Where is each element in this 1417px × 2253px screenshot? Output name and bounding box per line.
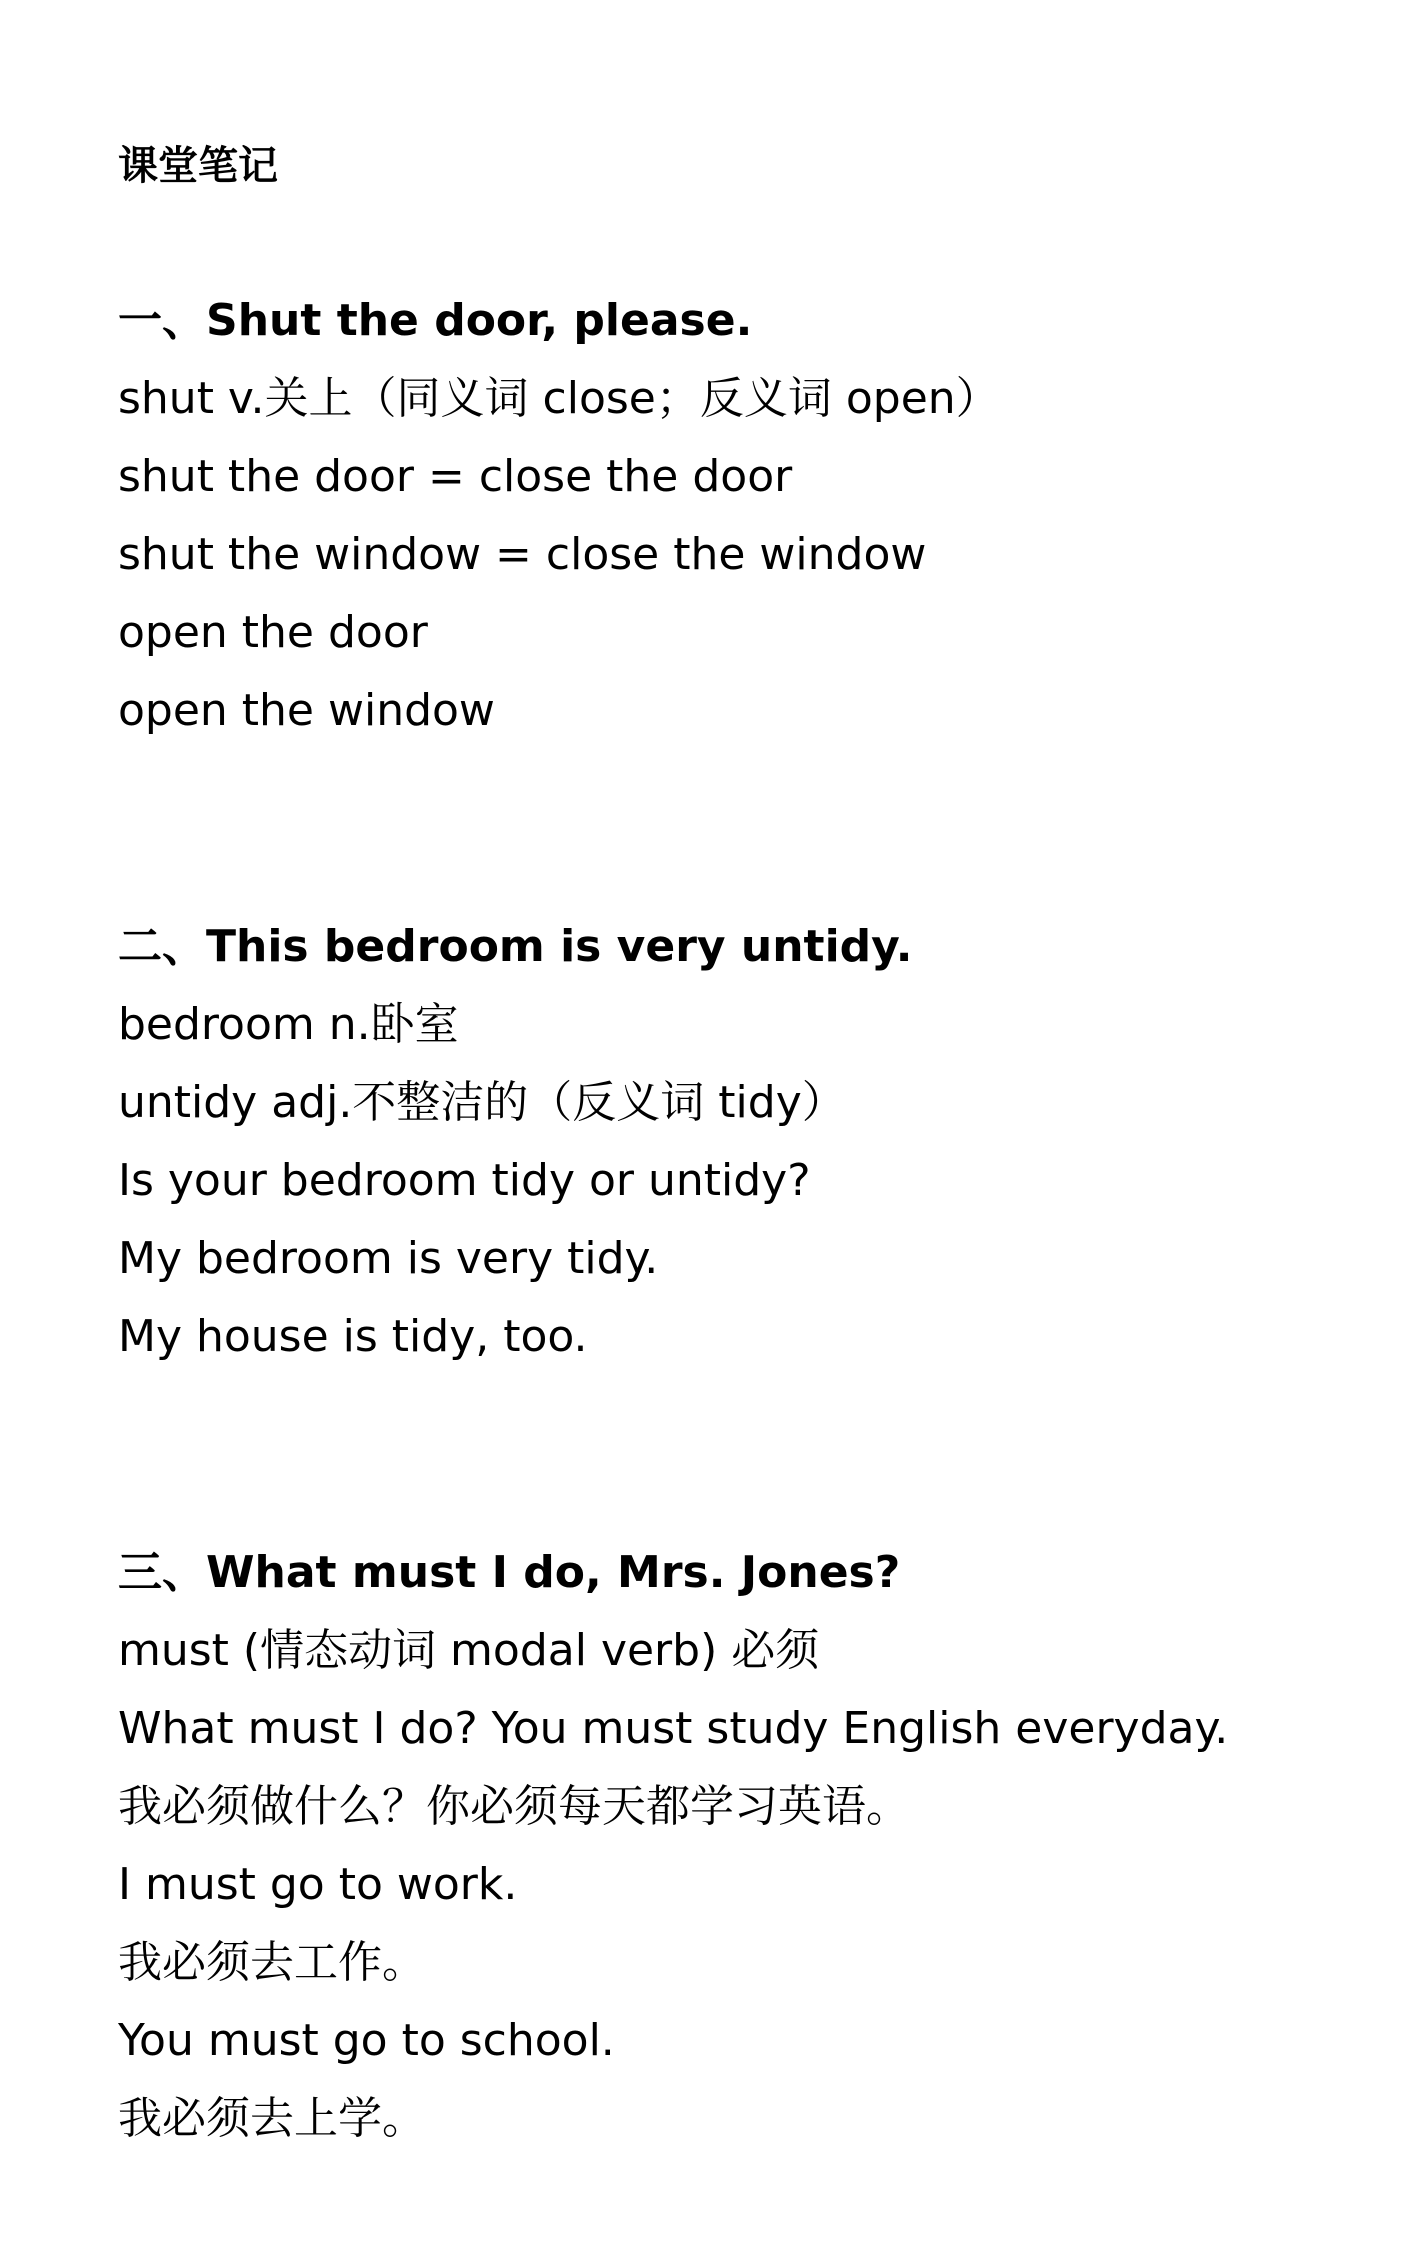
note-line: 我必须做什么？你必须每天都学习英语。 bbox=[118, 1781, 910, 1832]
document-title: 课堂笔记 bbox=[118, 143, 278, 189]
note-line: bedroom n.卧室 bbox=[118, 999, 459, 1050]
note-line: must (情态动词 modal verb) 必须 bbox=[118, 1625, 820, 1676]
section-shut-the-door bbox=[118, 282, 1368, 750]
note-line: I must go to work. bbox=[118, 1859, 518, 1910]
note-line: open the door bbox=[118, 607, 428, 658]
section-what-must-i-do bbox=[118, 1534, 1368, 2158]
note-line: 我必须去工作。 bbox=[118, 1937, 426, 1988]
note-line: What must I do? You must study English everyday. bbox=[118, 1703, 1229, 1754]
note-line: shut v.关上（同义词 close；反义词 open） bbox=[118, 373, 1000, 424]
note-line: open the window bbox=[118, 685, 495, 736]
note-line: My bedroom is very tidy. bbox=[118, 1233, 659, 1284]
note-line: You must go to school. bbox=[118, 2015, 615, 2066]
note-line: My house is tidy, too. bbox=[118, 1311, 588, 1362]
section-heading: 三、What must I do, Mrs. Jones? bbox=[118, 1547, 901, 1598]
section-heading: 二、This bedroom is very untidy. bbox=[118, 921, 913, 972]
section-heading: 一、Shut the door, please. bbox=[118, 295, 753, 346]
note-line: Is your bedroom tidy or untidy? bbox=[118, 1155, 811, 1206]
note-line: 我必须去上学。 bbox=[118, 2093, 426, 2144]
note-line: shut the window = close the window bbox=[118, 529, 927, 580]
note-line: shut the door = close the door bbox=[118, 451, 793, 502]
note-line: untidy adj.不整洁的（反义词 tidy） bbox=[118, 1077, 846, 1128]
section-bedroom-untidy bbox=[118, 908, 1368, 1376]
